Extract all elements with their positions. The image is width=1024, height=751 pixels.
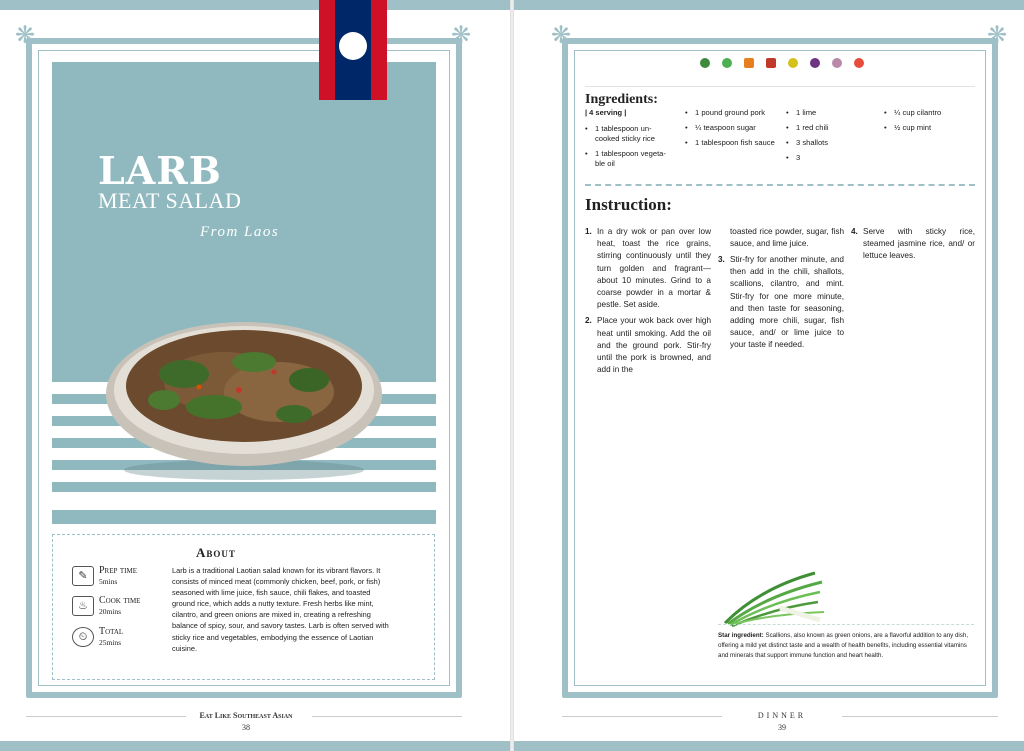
step-number: 4. (851, 227, 858, 236)
ingredient-item: • 1 pound ground pork (685, 108, 777, 118)
step-text: Serve with sticky rice, steamed jasmine rice, and/ or lettuce leaves. (863, 227, 975, 261)
ingredient-item: • 1 tablespoon fish sauce (685, 138, 777, 148)
snowflake-icon: ❋ (450, 21, 472, 49)
recipe-title: LARB (98, 148, 222, 193)
serving-size: | 4 serving | (585, 108, 627, 117)
stripe (52, 492, 436, 510)
instruction-steps-col2 (718, 254, 844, 352)
scallion-image (720, 568, 830, 628)
instruction-step (718, 254, 844, 352)
recipe-origin: From Laos (200, 224, 280, 240)
page-number: 39 (778, 723, 786, 732)
broccoli-icon (700, 58, 710, 68)
tomato-icon (854, 58, 864, 68)
total-time-label: Total (99, 626, 124, 637)
ingredient-item: • 1 tablespoon un-cooked sticky rice (585, 124, 673, 144)
footer-rule (562, 716, 722, 717)
instruction-heading: Instruction: (585, 195, 672, 214)
chili-icon (766, 58, 776, 68)
ingredients-col1 (585, 124, 673, 174)
ingredient-item: • ¼ teaspoon sugar (685, 123, 777, 133)
instruction-step (851, 226, 975, 263)
step-number: 1. (585, 227, 592, 236)
footer-rule (26, 716, 186, 717)
prep-icon: ✎ (72, 566, 94, 586)
ingredient-item: • ½ cup mint (884, 123, 974, 133)
ingredient-item: • 1 red chili (786, 123, 866, 133)
ingredient-item: • ¼ cup cilantro (884, 108, 974, 118)
instruction-steps-col3 (851, 226, 975, 263)
flag-moon-disc (339, 32, 367, 60)
snowflake-icon: ❋ (986, 21, 1008, 49)
footer-rule (312, 716, 462, 717)
cook-icon: ♨ (72, 596, 94, 616)
star-text: Scallions, also known as green onions, are a flavorful addition to any dish, offering a mild yet distinct taste and a wealth of health benefits, including essential vitamins and minerals that support immune function and heart health. (718, 632, 969, 659)
total-time-value: 25mins (99, 638, 122, 647)
lettuce-icon (722, 58, 732, 68)
header-rule (585, 86, 975, 87)
footer-rule (842, 716, 998, 717)
star-divider (718, 624, 974, 625)
about-heading: About (196, 545, 236, 560)
ingredient-item: • 1 lime (786, 108, 866, 118)
footer-title: DINNER (757, 711, 807, 720)
laos-flag-icon (319, 0, 387, 100)
step-number: 3. (718, 255, 725, 264)
instruction-step (585, 315, 711, 376)
step-text: Stir-fry for another minute, and then add in the chili, shallots, scallions, cilantro, and mint. Stir-fry for one more minute, and then taste for seasoning, adding more chili, sugar, fish sauce, and/ or lime juice to your taste if needed. (730, 255, 844, 350)
about-text: Larb is a traditional Laotian salad known for its vibrant flavors. It consists of minced meat (commonly chicken, beef, pork, or fish) seasoned with lime juice, fish sauce, chili flakes, and toasted ground rice, which adds a nutty texture. Fresh herbs like mint, cilantro, and green onions are mixed in, creating a refreshing balance of spicy, sour, and savory tastes. Larb is often served with sticky rice and vegetables, embodying the essence of Laotian cuisine. (172, 566, 389, 653)
corn-icon (788, 58, 798, 68)
cook-time-value: 20mins (99, 607, 122, 616)
onion-icon (832, 58, 842, 68)
ingredient-item: • 3 shallots (786, 138, 866, 148)
total-icon: ⏲ (72, 627, 94, 647)
recipe-subtitle: MEAT SALAD (98, 188, 242, 213)
step-text: In a dry wok or pan over low heat, toast the rice grains, stirring continuously until they turn golden and fragrant—about 10 minutes. Grind to a coarse powder in a mortar & pestle. Set aside. (597, 227, 711, 310)
vegetable-icons (700, 58, 864, 68)
prep-time-label: Prep time (99, 565, 138, 576)
eggplant-icon (810, 58, 820, 68)
ingredients-col4 (884, 108, 974, 138)
book-gutter (510, 0, 514, 751)
section-divider (585, 184, 975, 186)
ingredients-col2 (685, 108, 777, 153)
footer-title: Eat Like Southeast Asian (199, 711, 293, 720)
snowflake-icon: ❋ (14, 21, 36, 49)
step-number: 2. (585, 316, 592, 326)
prep-time-value: 5mins (99, 577, 118, 586)
star-ingredient-note (718, 631, 974, 661)
ingredients-col3 (786, 108, 866, 168)
cook-time-label: Cook time (99, 595, 141, 606)
ingredient-item: • 3 (786, 153, 866, 163)
page-number: 38 (242, 723, 250, 732)
star-label: Star ingredient: (718, 632, 764, 639)
ingredients-heading: Ingredients: (585, 92, 658, 107)
carrot-icon (744, 58, 754, 68)
larb-bowl-image (104, 312, 384, 482)
instruction-steps-col1 (585, 226, 711, 376)
instruction-step (585, 226, 711, 311)
snowflake-icon: ❋ (550, 21, 572, 49)
step-text: Place your wok back over high heat until smoking. Add the oil and the ground pork. Stir-fry until the pork is browned, and add in the (597, 316, 711, 375)
ingredient-item: • 1 tablespoon vegeta-ble oil (585, 149, 673, 169)
step-2-continued: toasted rice powder, sugar, fish sauce, and lime juice. (730, 227, 844, 249)
